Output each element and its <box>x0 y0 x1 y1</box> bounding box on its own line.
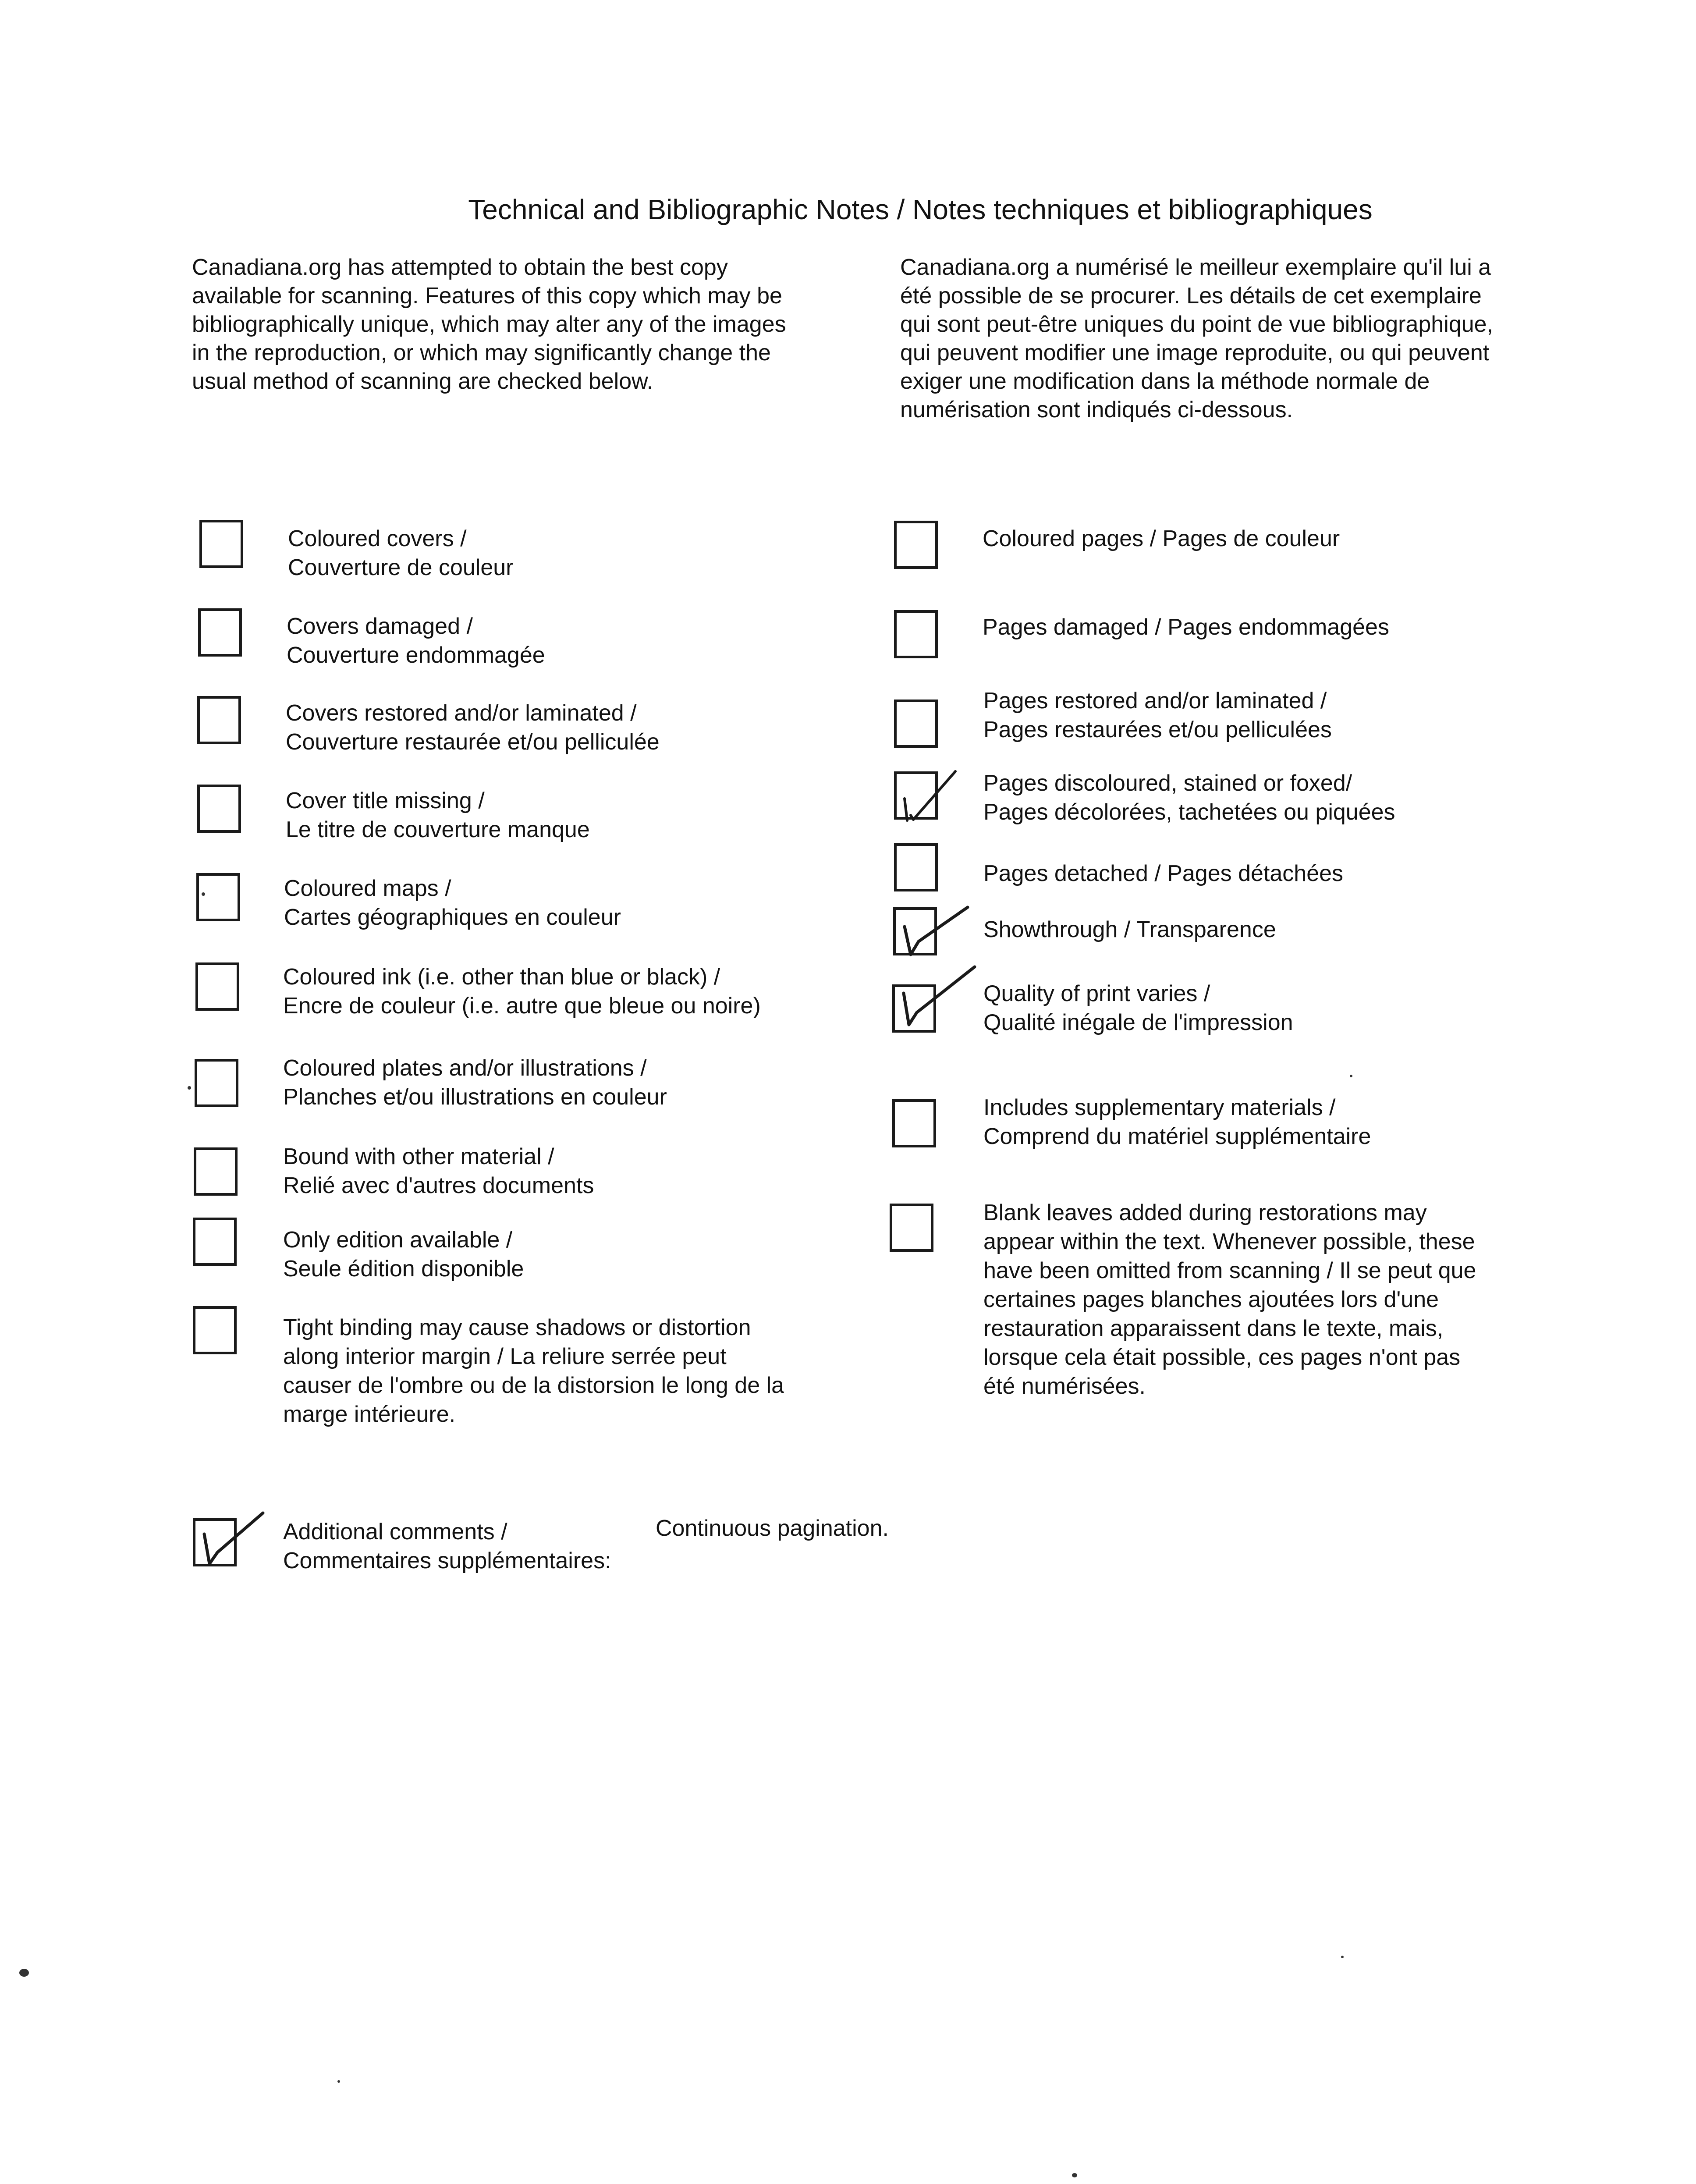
item-label: Pages restored and/or laminated / Pages restaurées et/ou pelliculées <box>983 688 1332 742</box>
checkbox-supplementary-materials[interactable] <box>892 1099 936 1147</box>
checkbox-cover-title-missing[interactable] <box>197 785 241 833</box>
item-label: Coloured plates and/or illustrations / Planches et/ou illustrations en couleur <box>283 1055 667 1110</box>
item-label: Includes supplementary materials / Comprend du matériel supplémentaire <box>983 1095 1371 1149</box>
scan-speck <box>1072 2173 1077 2177</box>
scan-speck <box>188 1086 191 1090</box>
scan-speck <box>1341 1956 1344 1958</box>
checkbox-coloured-maps[interactable] <box>196 873 240 921</box>
intro-french: Canadiana.org a numérisé le meilleur exemplaire qu'il lui a été possible de se procurer. Les détails de cet exemplaire qui sont peut-être uniques du point de vue bibliographique, qui peuvent modifier une image reproduite, ou qui peuvent exiger une modification dans la méthode normale de numérisation sont indiqués ci-dessous. <box>900 255 1493 423</box>
item-label: Coloured maps / Cartes géographiques en couleur <box>284 876 621 930</box>
check-mark-icon <box>894 771 973 837</box>
checkbox-coloured-covers[interactable] <box>199 520 243 568</box>
scan-speck <box>202 892 205 896</box>
item-label: Coloured covers / Couverture de couleur <box>288 526 514 580</box>
intro-english: Canadiana.org has attempted to obtain the best copy available for scanning. Features of this copy which may be bibliographically unique, which may alter any of the images in the reproduction, or which may significantly change the usual method of scanning are checked below. <box>192 255 786 394</box>
checkbox-only-edition-available[interactable] <box>193 1218 237 1266</box>
item-label: Pages damaged / Pages endommagées <box>983 614 1389 640</box>
checkbox-coloured-ink[interactable] <box>195 962 239 1011</box>
item-label: Blank leaves added during restorations may appear within the text. Whenever possible, these have been omitted from scanning / Il se peut que certaines pages blanches ajoutées lors d'une restauration apparaissent dans le texte, mais, lorsque cela était possible, ces pages n'ont pas été numérisées. <box>983 1200 1476 1399</box>
item-label: Quality of print varies / Qualité inégale de l'impression <box>983 981 1293 1035</box>
checkbox-pages-detached[interactable] <box>894 843 938 891</box>
scan-speck <box>337 2080 340 2083</box>
item-label: Pages discoloured, stained or foxed/ Pages décolorées, tachetées ou piquées <box>983 771 1395 825</box>
scan-speck <box>19 1969 29 1977</box>
item-label: Coloured ink (i.e. other than blue or black) / Encre de couleur (i.e. autre que bleue ou noire) <box>283 964 761 1019</box>
scan-speck <box>1350 1075 1352 1077</box>
additional-comments-label: Additional comments / Commentaires supplémentaires: <box>283 1519 611 1573</box>
item-label: Showthrough / Transparence <box>983 917 1276 942</box>
check-mark-icon <box>893 907 981 973</box>
item-label: Covers restored and/or laminated / Couverture restaurée et/ou pelliculée <box>286 700 660 755</box>
item-label: Only edition available / Seule édition disponible <box>283 1227 524 1282</box>
check-mark-icon <box>193 1518 276 1584</box>
page-title: Technical and Bibliographic Notes / Notes techniques et bibliographiques <box>468 194 1373 225</box>
checkbox-tight-binding[interactable] <box>193 1306 237 1354</box>
checkbox-blank-leaves[interactable] <box>890 1204 933 1252</box>
checkbox-coloured-plates[interactable] <box>195 1059 238 1107</box>
checkbox-pages-restored[interactable] <box>894 700 938 748</box>
checkbox-coloured-pages[interactable] <box>894 521 938 569</box>
additional-comments-value: Continuous pagination. <box>656 1516 889 1541</box>
item-label: Coloured pages / Pages de couleur <box>983 526 1340 551</box>
item-label: Bound with other material / Relié avec d'autres documents <box>283 1144 594 1198</box>
item-label: Cover title missing / Le titre de couverture manque <box>286 788 590 842</box>
check-mark-icon <box>892 984 984 1050</box>
item-label: Tight binding may cause shadows or distortion along interior margin / La reliure serrée peut causer de l'ombre ou de la distorsion le long de la marge intérieure. <box>283 1315 784 1427</box>
checkbox-bound-with-other-material[interactable] <box>194 1147 238 1196</box>
checkbox-covers-restored[interactable] <box>197 696 241 744</box>
item-label: Covers damaged / Couverture endommagée <box>287 614 545 668</box>
item-label: Pages detached / Pages détachées <box>983 861 1344 886</box>
checkbox-covers-damaged[interactable] <box>198 608 242 657</box>
checkbox-pages-damaged[interactable] <box>894 610 938 658</box>
